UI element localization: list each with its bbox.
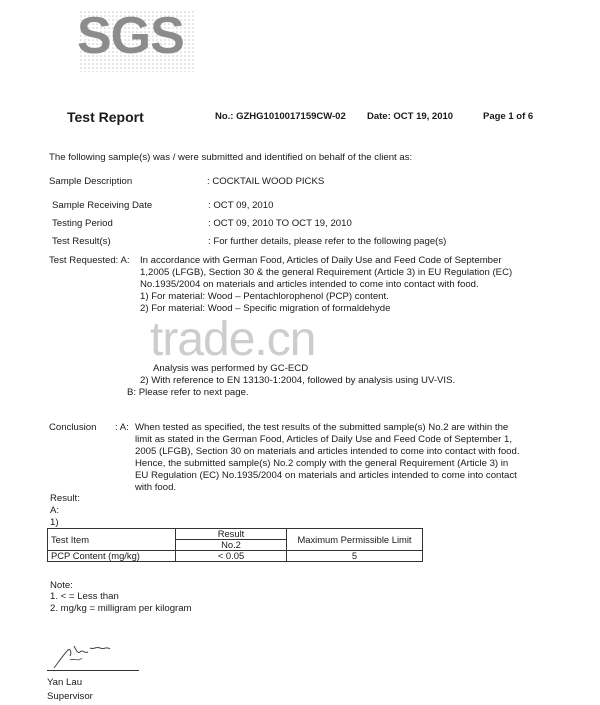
report-date: Date: OCT 19, 2010: [367, 111, 454, 122]
conclusion-line: When tested as specified, the test results of the submitted sample(s) No.2 are within the: [135, 422, 509, 433]
signatory-title: Supervisor: [47, 691, 93, 702]
header-max-limit: Maximum Permissible Limit: [287, 529, 423, 551]
result-heading: Result:: [50, 493, 80, 504]
requested-line: Analysis was performed by GC-ECD: [153, 363, 309, 374]
cell-max: 5: [287, 551, 423, 562]
cell-result: < 0.05: [176, 551, 287, 562]
conclusion-line: Hence, the submitted sample(s) No.2 comply with the general Requirement (Article 3) in: [135, 458, 509, 469]
conclusion-line: limit as stated in the German Food, Articles of Daily Use and Feed Code of September 1,: [135, 434, 513, 445]
page-number: Page 1 of 6: [483, 111, 534, 122]
result-section: A:: [50, 505, 60, 516]
requested-line: No.1935/2004 on materials and articles intended to come into contact with food.: [140, 279, 479, 290]
header-sample-no: No.2: [176, 540, 287, 551]
result-subsection: 1): [50, 517, 59, 528]
requested-line: 1) For material: Wood – Pentachlorophenol (PCP) content.: [140, 291, 389, 302]
result-table: [47, 528, 423, 562]
info-label: Testing Period: [52, 218, 113, 229]
requested-line: B: Please refer to next page.: [127, 387, 249, 398]
sgs-logo: [75, 7, 200, 75]
note-item: 2. mg/kg = milligram per kilogram: [50, 603, 192, 614]
info-value: : COCKTAIL WOOD PICKS: [207, 176, 325, 187]
requested-line: 2) For material: Wood – Specific migration of formaldehyde: [140, 303, 391, 314]
logo-text: SGS: [77, 7, 184, 65]
conclusion-line: with food.: [135, 482, 177, 493]
info-label: Sample Receiving Date: [52, 200, 153, 211]
requested-line: 1,2005 (LFGB), Section 30 & the general Requirement (Article 3) in EU Regulation (EC): [140, 267, 513, 278]
cell-item: PCP Content (mg/kg): [48, 551, 176, 562]
info-label: Sample Description: [49, 176, 133, 187]
requested-line: In accordance with German Food, Articles of Daily Use and Feed Code of September: [140, 255, 502, 266]
note-heading: Note:: [50, 580, 73, 591]
info-value: : OCT 09, 2010 TO OCT 19, 2010: [208, 218, 352, 229]
conclusion-label: Conclusion: [49, 422, 97, 433]
conclusion-line: EU Regulation (EC) No.1935/2004 on materials and articles intended to come into contact: [135, 470, 517, 481]
conclusion-line: 2005 (LFGB), Section 30 on materials and articles intended to come into contact with food.: [135, 446, 520, 457]
info-value: : For further details, please refer to the following page(s): [208, 236, 447, 247]
info-label: Test Result(s): [52, 236, 111, 247]
signature-line: [47, 670, 139, 671]
signatory-name: Yan Lau: [47, 677, 83, 688]
report-title: Test Report: [67, 109, 144, 125]
report-number: No.: GZHG1010017159CW-02: [215, 111, 346, 122]
conclusion-prefix: : A:: [115, 422, 129, 433]
intro-text: The following sample(s) was / were submitted and identified on behalf of the client as:: [49, 152, 413, 163]
table-header-row: [48, 529, 423, 540]
header-result: Result: [176, 529, 287, 540]
signature-scribble: [50, 640, 120, 672]
requested-line: 2) With reference to EN 13130-1:2004, followed by analysis using UV-VIS.: [140, 375, 456, 386]
info-value: : OCT 09, 2010: [208, 200, 274, 211]
header-test-item: Test Item: [48, 529, 176, 551]
watermark: trade.cn: [150, 313, 316, 366]
table-row: [48, 551, 423, 562]
note-item: 1. < = Less than: [50, 591, 119, 602]
requested-label: Test Requested: A:: [49, 255, 130, 266]
